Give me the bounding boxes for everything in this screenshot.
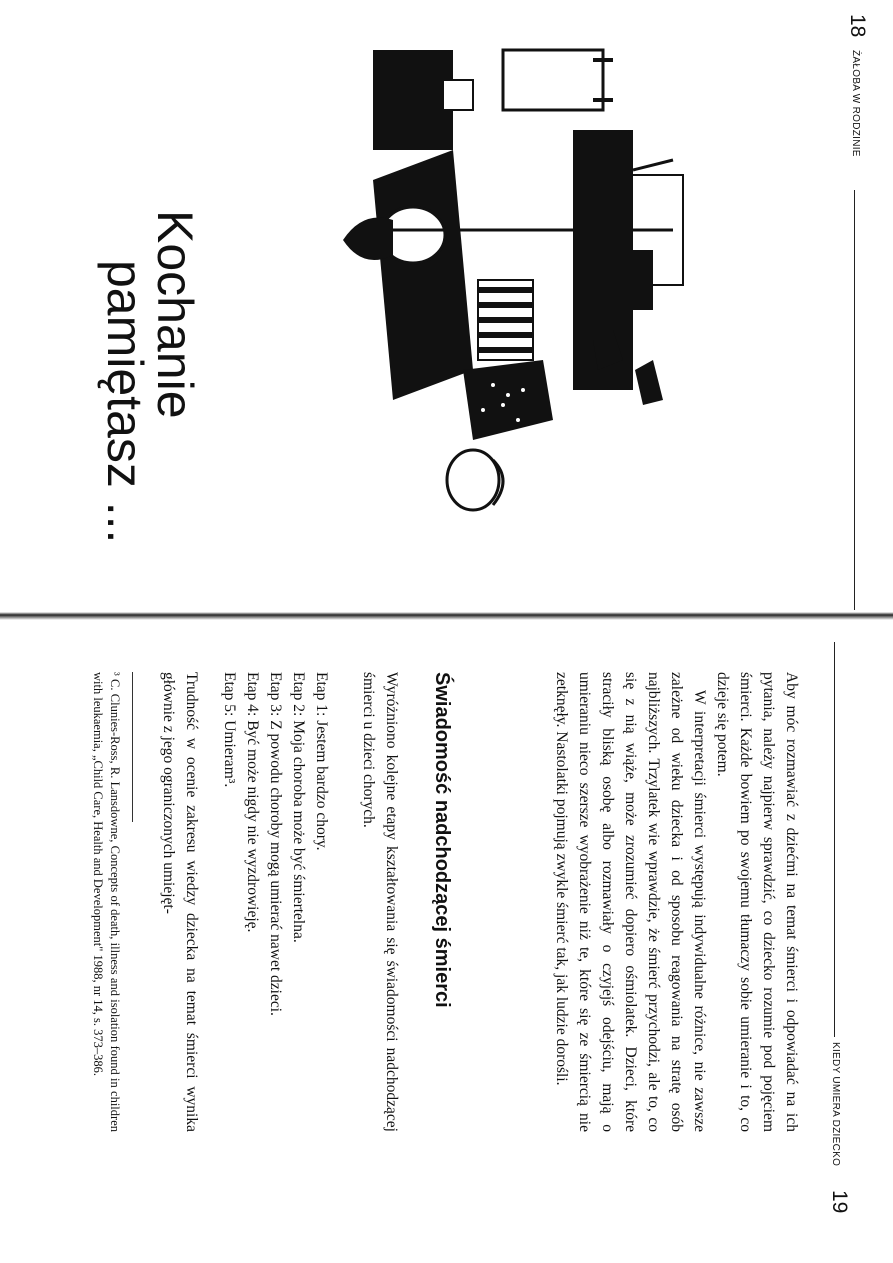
illustration-caption-line2: pamiętasz ... [97, 260, 153, 544]
page-number: 19 [828, 1190, 851, 1214]
paragraph-3-text: Wyróżniono kolejne etapy kształtowania się świadomości nadchodzącej śmierci u dzieci chorych. [360, 672, 400, 1132]
stage-item: Etap 3: Z powodu choroby mogą umierać nawet dzieci. [267, 672, 284, 1016]
illustration-caption-line1: Kochanie [147, 210, 203, 419]
stage-item: Etap 4: Być może nigdy nie wyzdrowieję. [244, 672, 261, 933]
illustration-family-scene [333, 40, 693, 520]
footnote-rule [132, 672, 133, 822]
running-head: KIEDY UMIERA DZIECKO [830, 1042, 841, 1167]
section-heading: Świadomość nadchodzącej śmierci [431, 672, 453, 1008]
body-paragraphs [550, 672, 803, 1132]
running-head: ŻAŁOBA W RODZINIE [850, 50, 861, 157]
footnote: ³ C. Clunies-Ross, R. Lansdowne, Concepts of death, illness and isolation found in children with leukaemia, „Child Care, Health and Development" 1988, nr 14, s. 373–386. [91, 672, 122, 1132]
paragraph-4-text: Trudność w ocenie zakresu wiedzy dziecka na temat śmierci wynika głównie z jego ograniczonych umiejęt- [160, 672, 200, 1132]
left-page [0, 0, 893, 610]
header-rule [834, 642, 835, 1037]
right-page [0, 622, 893, 1263]
page-number: 18 [846, 14, 869, 38]
page-divider [0, 612, 893, 620]
stage-item: Etap 5: Umieram³. [221, 672, 238, 788]
stage-item: Etap 1: Jestem bardzo chory. [313, 672, 330, 851]
paragraph-3 [357, 672, 403, 1132]
stage-item: Etap 2: Moja choroba może być śmiertelna. [290, 672, 307, 943]
header-rule [854, 190, 855, 610]
paragraph-1: Aby móc rozmawiać z dziećmi na temat śmierci i odpowiadać na ich pytania, należy najpierw sprawdzić, co dziecko rozumie pod pojęciem śmierci. Każde bowiem po swojemu tłumaczy sobie umieranie i to, co dzieje się potem. [714, 672, 800, 1132]
paragraph-4 [157, 672, 203, 1132]
stages-list [218, 672, 333, 1132]
paragraph-2: W interpretacji śmierci występują indywidualne różnice, nie zawsze zależne od wieku dziecka i od sposobu reagowania na stratę osób najbliższych. Trzylatek wie wprawdzie, że śmierć przychodzi, ale to, co się z nią wiąże, może zrozumieć dopiero ośmiolatek. Dzieci, które straciły bliską osobę albo rozmawiały o czyjejś odejściu, mają o umieraniu nieco szersze wyobrażenie niż te, które się ze śmiercią nie zetknęły. Nastolatki pojmują zwykle śmierć tak, jak ludzie dorośli. [553, 672, 708, 1132]
